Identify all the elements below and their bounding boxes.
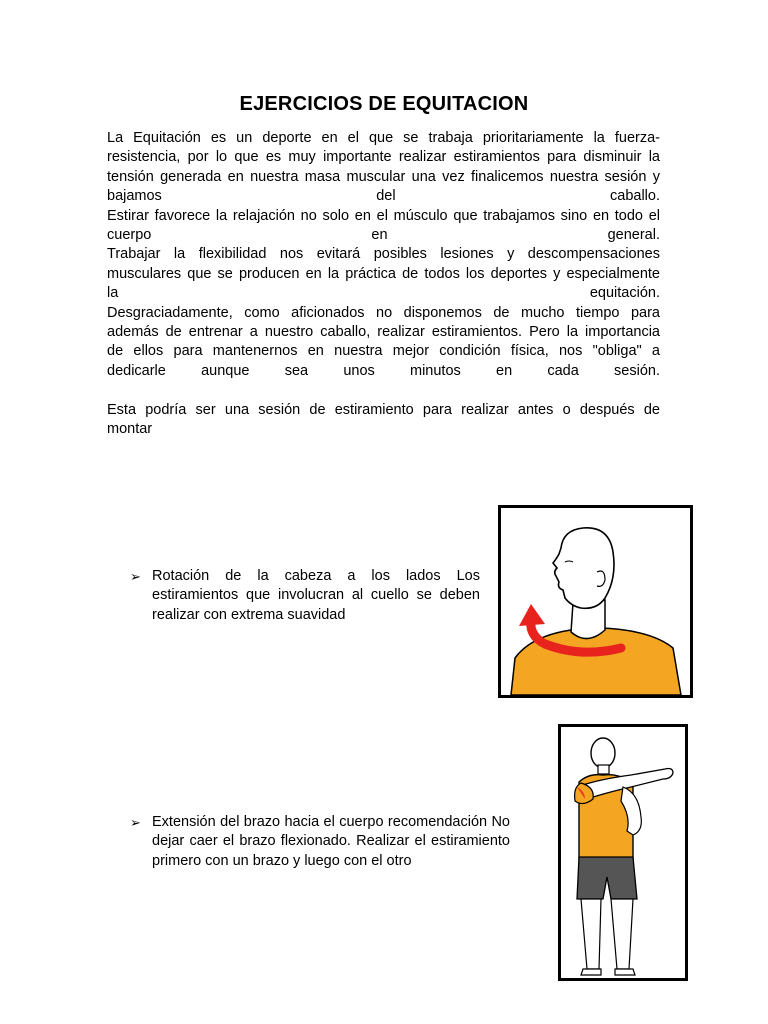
arm-stretch-illustration-icon bbox=[561, 727, 685, 978]
intro-line: La Equitación es un deporte en el que se trabaja prioritariamente la fuerza- bbox=[107, 130, 660, 146]
exercise-line: Rotación de la cabeza a los lados Los bbox=[152, 568, 480, 584]
exercise-line: Extensión del brazo hacia el cuerpo recomendación No bbox=[152, 814, 510, 830]
intro-line: dedicarle aunque sea unos minutos en cada sesión. bbox=[107, 362, 660, 379]
intro-line: Desgraciadamente, como aficionados no disponemos de mucho tiempo para bbox=[107, 304, 660, 321]
exercise-line: realizar con extrema suavidad bbox=[152, 606, 346, 623]
exercise-item bbox=[130, 567, 480, 625]
session-line: Esta podría ser una sesión de estiramiento para realizar antes o después de bbox=[107, 402, 660, 418]
neck-rotation-illustration-icon bbox=[501, 508, 690, 695]
intro-line: tensión generada en nuestra masa muscular una vez finalicemos nuestra sesión y bbox=[107, 168, 660, 185]
exercise-item bbox=[130, 813, 510, 871]
session-line: montar bbox=[107, 421, 153, 438]
intro-line: bajamos del caballo. bbox=[107, 188, 660, 205]
intro-line: musculares que se producen en la práctica de todos los deportes y especialmente bbox=[107, 265, 660, 282]
intro-line: Estirar favorece la relajación no solo en el músculo que trabajamos sino en todo el bbox=[107, 207, 660, 224]
exercise-line: dejar caer el brazo flexionado. Realizar el estiramiento bbox=[152, 833, 510, 850]
neck-rotation-image bbox=[498, 505, 693, 698]
arrow-bullet-icon: ➢ bbox=[130, 569, 141, 584]
session-paragraph bbox=[107, 401, 660, 440]
exercise-line: estiramientos que involucran al cuello se deben bbox=[152, 587, 480, 604]
intro-line: además de entrenar a nuestro caballo, realizar estiramientos. Pero la importancia bbox=[107, 323, 660, 340]
arm-stretch-image bbox=[558, 724, 688, 981]
arrow-bullet-icon: ➢ bbox=[130, 815, 141, 830]
intro-line: de ellos para mantenernos en nuestra mejor condición física, nos "obliga" a bbox=[107, 343, 660, 360]
intro-line: resistencia, por lo que es muy importante realizar estiramientos para disminuir la bbox=[107, 149, 660, 166]
intro-paragraph bbox=[107, 129, 660, 381]
intro-line: Trabajar la flexibilidad nos evitará posibles lesiones y descompensaciones bbox=[107, 246, 660, 263]
document-title: EJERCICIOS DE EQUITACION bbox=[239, 93, 529, 115]
intro-line: la equitación. bbox=[107, 285, 660, 302]
intro-line: cuerpo en general. bbox=[107, 226, 660, 243]
exercise-line: primero con un brazo y luego con el otro bbox=[152, 852, 412, 869]
